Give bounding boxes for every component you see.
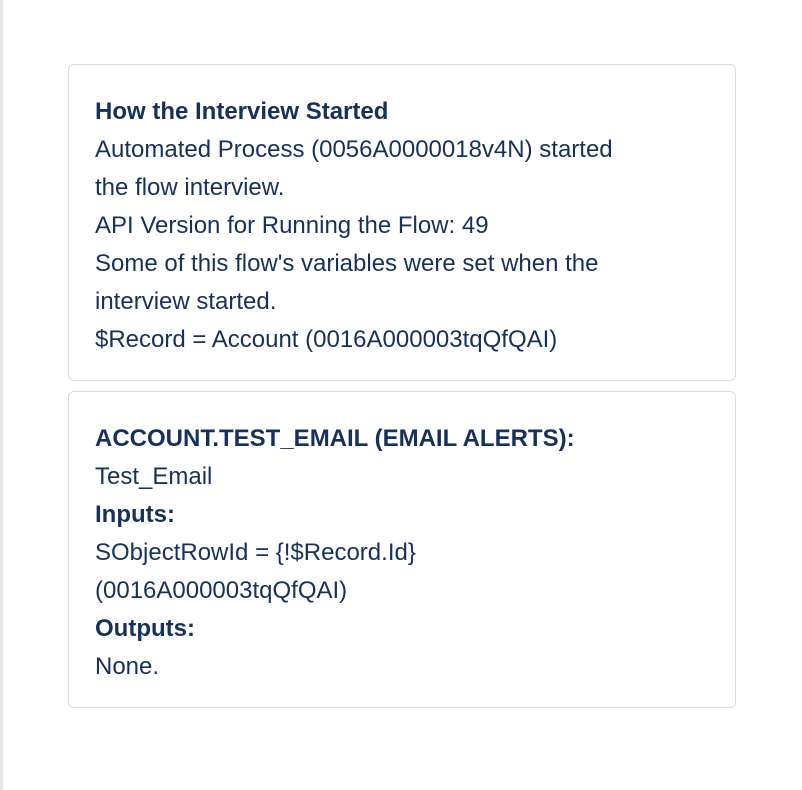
input-line-1: SObjectRowId = {!$Record.Id} — [95, 539, 416, 566]
email-alert-card — [68, 391, 736, 708]
variables-set-line-2: interview started. — [95, 288, 277, 315]
email-alert-heading: ACCOUNT.TEST_EMAIL (EMAIL ALERTS): — [95, 425, 575, 452]
interview-start-line-2: the flow interview. — [95, 174, 285, 201]
page-left-border — [0, 0, 3, 790]
outputs-value: None. — [95, 653, 160, 680]
interview-start-line-1: Automated Process (0056A0000018v4N) started — [95, 136, 613, 163]
input-line-2: (0016A000003tqQfQAI) — [95, 577, 348, 604]
email-alert-name: Test_Email — [95, 463, 213, 490]
interview-start-card — [68, 64, 736, 381]
inputs-label: Inputs: — [95, 501, 175, 528]
api-version-line: API Version for Running the Flow: 49 — [95, 212, 489, 239]
record-variable-line: $Record = Account (0016A000003tqQfQAI) — [95, 326, 558, 353]
outputs-label: Outputs: — [95, 615, 195, 642]
variables-set-line-1: Some of this flow's variables were set when the — [95, 250, 599, 277]
interview-start-heading: How the Interview Started — [95, 98, 389, 125]
